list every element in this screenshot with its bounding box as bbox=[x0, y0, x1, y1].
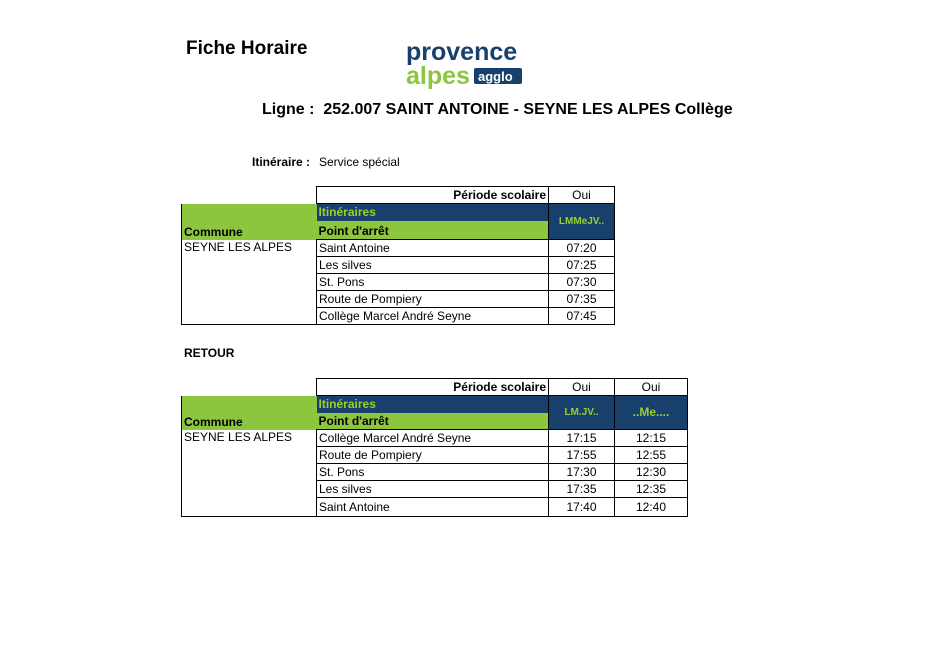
line-label: Ligne : bbox=[262, 101, 315, 118]
itineraries-row bbox=[182, 204, 615, 221]
table-row bbox=[182, 240, 615, 257]
timetable-aller bbox=[181, 186, 615, 325]
commune-name: SEYNE LES ALPES bbox=[182, 430, 317, 517]
stop-time: 17:15 bbox=[549, 430, 615, 447]
logo-word-alpes: alpes bbox=[406, 62, 470, 90]
stop-name: St. Pons bbox=[317, 464, 549, 481]
retour-label: RETOUR bbox=[184, 346, 235, 360]
stop-time: 17:35 bbox=[549, 481, 615, 498]
stop-time: 12:55 bbox=[615, 447, 688, 464]
period-label: Période scolaire bbox=[317, 379, 549, 396]
stop-name: Saint Antoine bbox=[317, 240, 549, 257]
stop-name: St. Pons bbox=[317, 274, 549, 291]
stop-name: Saint Antoine bbox=[317, 498, 549, 517]
provence-alpes-agglo-logo bbox=[404, 38, 526, 92]
commune-header-top bbox=[182, 204, 317, 221]
itineraries-label: Itinéraires bbox=[317, 204, 549, 221]
days-code: ..Me.... bbox=[615, 396, 688, 430]
stop-time: 17:30 bbox=[549, 464, 615, 481]
stop-time: 07:30 bbox=[549, 274, 615, 291]
stop-time: 17:40 bbox=[549, 498, 615, 517]
period-row bbox=[182, 379, 688, 396]
stop-time: 07:20 bbox=[549, 240, 615, 257]
stop-time: 07:45 bbox=[549, 308, 615, 325]
logo-word-agglo: agglo bbox=[478, 69, 513, 84]
itinerary-label: Itinéraire : bbox=[252, 155, 311, 169]
period-label: Période scolaire bbox=[317, 187, 549, 204]
page-title: Fiche Horaire bbox=[186, 38, 308, 59]
period-value: Oui bbox=[615, 379, 688, 396]
commune-header: Commune bbox=[182, 221, 317, 240]
period-value: Oui bbox=[549, 379, 615, 396]
stop-name: Collège Marcel André Seyne bbox=[317, 308, 549, 325]
stop-time: 07:25 bbox=[549, 257, 615, 274]
itinerary-value: Service spécial bbox=[319, 155, 400, 169]
stop-name: Route de Pompiery bbox=[317, 447, 549, 464]
stop-time: 12:30 bbox=[615, 464, 688, 481]
line-name: 252.007 SAINT ANTOINE - SEYNE LES ALPES Collège bbox=[323, 101, 733, 118]
timetable-retour bbox=[181, 378, 688, 517]
itineraries-row bbox=[182, 396, 688, 413]
line-title bbox=[262, 101, 733, 119]
itineraries-label: Itinéraires bbox=[317, 396, 549, 413]
stop-header: Point d'arrêt bbox=[317, 413, 549, 430]
stop-name: Route de Pompiery bbox=[317, 291, 549, 308]
stop-name: Les silves bbox=[317, 257, 549, 274]
logo-word-provence: provence bbox=[406, 38, 518, 66]
stop-name: Collège Marcel André Seyne bbox=[317, 430, 549, 447]
period-value: Oui bbox=[549, 187, 615, 204]
commune-header-top bbox=[182, 396, 317, 413]
days-code: LMMeJV.. bbox=[549, 204, 615, 240]
days-code: LM.JV.. bbox=[549, 396, 615, 430]
stop-name: Les silves bbox=[317, 481, 549, 498]
stop-time: 12:35 bbox=[615, 481, 688, 498]
stop-time: 12:15 bbox=[615, 430, 688, 447]
commune-name: SEYNE LES ALPES bbox=[182, 240, 317, 325]
stop-time: 07:35 bbox=[549, 291, 615, 308]
table-row bbox=[182, 430, 688, 447]
stop-header: Point d'arrêt bbox=[317, 221, 549, 240]
stop-time: 12:40 bbox=[615, 498, 688, 517]
stop-time: 17:55 bbox=[549, 447, 615, 464]
commune-header: Commune bbox=[182, 413, 317, 430]
period-row bbox=[182, 187, 615, 204]
